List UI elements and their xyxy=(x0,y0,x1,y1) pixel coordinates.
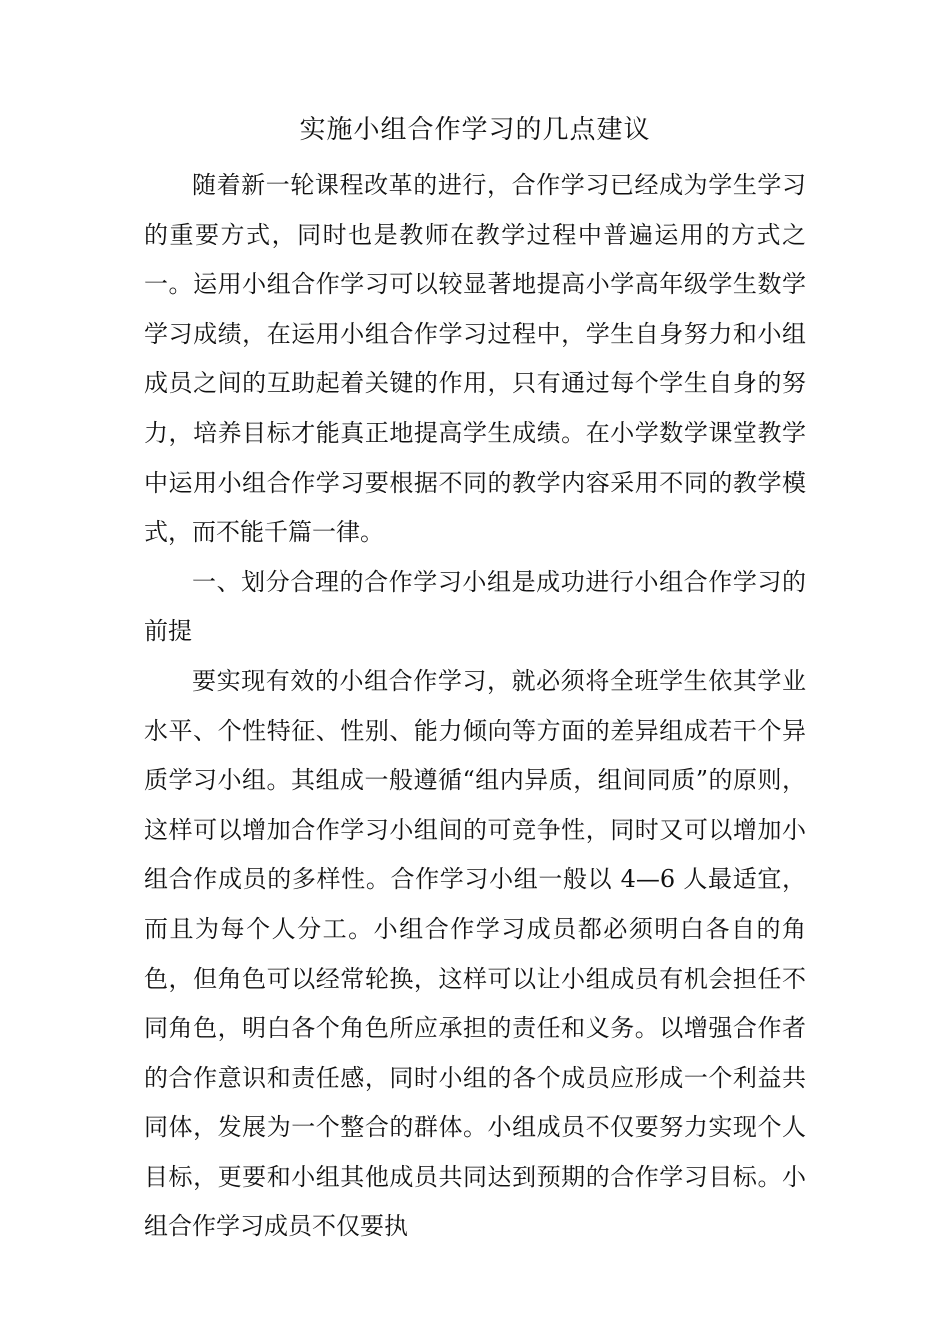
paragraph-section-heading: 一、划分合理的合作学习小组是成功进行小组合作学习的前提 xyxy=(144,567,806,646)
paragraph-intro: 随着新一轮课程改革的进行，合作学习已经成为学生学习的重要方式，同时也是教师在教学过程中普遍运用的方式之一。运用小组合作学习可以较显著地提高小学高年级学生数学学习成绩，在运用小组合作学习过程中，学生自身努力和小组成员之间的互助起着关键的作用，只有通过每个学生自身的努力，培养目标才能真正地提高学生成绩。在小学数学课堂教学中运用小组合作学习要根据不同的教学内容采用不同的教学模式，而不能千篇一律。 xyxy=(144,171,806,547)
document-body xyxy=(144,161,806,1252)
document-title: 实施小组合作学习的几点建议 xyxy=(299,115,651,145)
paragraph-grouping: 要实现有效的小组合作学习，就必须将全班学生依其学业水平、个性特征、性别、能力倾向等方面的差异组成若干个异质学习小组。其组成一般遵循“组内异质，组间同质”的原则，这样可以增加合作学习小组间的可竞争性，同时又可以增加小组合作成员的多样性。合作学习小组一般以 4—6 人最适宜，而且为每个人分工。小组合作学习成员都必须明白各自的角色，但角色可以经常轮换，这样可以让小组成员有机会担任不同角色，明白各个角色所应承担的责任和义务。以增强合作者的合作意识和责任感，同时小组的各个成员应形成一个利益共同体，发展为一个整合的群体。小组成员不仅要努力实现个人目标，更要和小组其他成员共同达到预期的合作学习目标。小组合作学习成员不仅要执 xyxy=(144,666,806,1241)
